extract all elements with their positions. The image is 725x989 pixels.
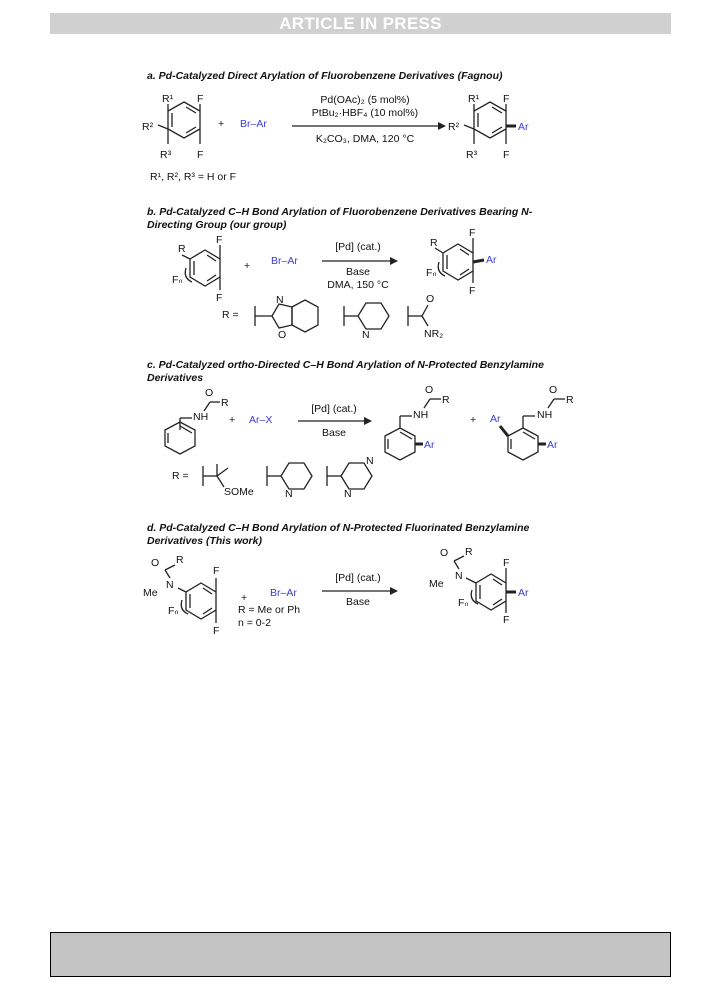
fn-label: Fₙ	[458, 597, 469, 609]
section-b-reactant	[172, 234, 222, 304]
carbonyl-o: O	[549, 384, 558, 396]
section-d-product	[429, 546, 529, 626]
amide-o: O	[426, 293, 435, 305]
f-label: F	[503, 93, 510, 105]
section-c-title-continued: Derivatives	[147, 372, 204, 384]
section-a	[142, 70, 529, 183]
aryl-label: Ar	[490, 413, 501, 425]
benzoxazole-n: N	[276, 294, 284, 306]
r-definition-label: R =	[172, 470, 189, 482]
footer-box	[50, 932, 671, 977]
pyridine-n: N	[362, 329, 370, 341]
reagent-label: Pd(OAc)₂ (5 mol%)	[320, 94, 410, 106]
section-c-mono-product	[385, 384, 450, 460]
nh-label: NH	[537, 409, 553, 421]
substituent-footnote: R¹, R², R³ = H or F	[150, 171, 237, 183]
r2-label: R²	[142, 121, 154, 133]
section-d-title-continued: Derivatives (This work)	[147, 535, 262, 547]
pyrazinyl-group	[327, 455, 374, 500]
section-a-title: a. Pd-Catalyzed Direct Arylation of Fluorobenzene Derivatives (Fagnou)	[147, 70, 503, 82]
n-definition-label: n = 0-2	[238, 617, 271, 629]
pyridyl-group	[267, 463, 312, 500]
n-label: N	[455, 570, 463, 582]
plus-sign: +	[218, 118, 225, 130]
base-label: Base	[346, 266, 370, 278]
arrowhead	[364, 417, 372, 425]
r2-label: R²	[448, 121, 460, 133]
n-label: N	[166, 579, 174, 591]
ligand-label: PtBu₂·HBF₄ (10 mol%)	[311, 107, 419, 119]
section-d	[143, 522, 529, 637]
catalyst-label: [Pd] (cat.)	[335, 572, 381, 584]
f-label: F	[469, 227, 476, 239]
section-b-title-continued: Directing Group (our group)	[147, 219, 287, 231]
f-label: F	[469, 285, 476, 297]
benzoxazole-group	[255, 294, 318, 341]
f-label: F	[503, 557, 510, 569]
f-label: F	[197, 93, 204, 105]
f-label: F	[503, 149, 510, 161]
nh-label: NH	[193, 411, 209, 423]
section-a-product	[448, 93, 529, 161]
aryl-bromide-label: Br–Ar	[270, 587, 297, 599]
r-label: R	[221, 397, 229, 409]
r-label: R	[442, 394, 450, 406]
aryl-label: Ar	[518, 587, 529, 599]
benzoxazole-o: O	[278, 329, 287, 341]
conditions-label: DMA, 150 °C	[327, 279, 389, 291]
article-in-press-banner: ARTICLE IN PRESS	[50, 13, 671, 34]
f-label: F	[503, 614, 510, 626]
arrowhead	[390, 587, 398, 595]
base-label: Base	[322, 427, 346, 439]
aryl-label: Ar	[547, 439, 558, 451]
r-definition-label: R =	[222, 309, 239, 321]
catalyst-label: [Pd] (cat.)	[311, 403, 357, 415]
tert-butyl-sulfinyl-group	[203, 464, 254, 498]
conditions-label: K₂CO₃, DMA, 120 °C	[315, 133, 415, 145]
r3-label: R³	[160, 149, 172, 161]
section-c-di-product	[490, 384, 574, 460]
nr2-label: NR₂	[424, 328, 444, 340]
some-label: SOMe	[224, 486, 254, 498]
r-label: R	[465, 546, 473, 558]
pyridine-n: N	[285, 488, 293, 500]
arrowhead	[390, 257, 398, 265]
pyridyl-group	[344, 303, 389, 341]
r-label: R	[566, 394, 574, 406]
plus-sign: +	[241, 592, 248, 604]
methyl-label: Me	[429, 578, 444, 590]
carbonyl-o: O	[205, 387, 214, 399]
aryl-bromide-label: Br–Ar	[271, 255, 298, 267]
plus-sign: +	[244, 260, 251, 272]
aryl-label: Ar	[424, 439, 435, 451]
r-label: R	[430, 237, 438, 249]
section-c	[147, 359, 574, 500]
carbonyl-o: O	[151, 557, 160, 569]
aryl-halide-label: Ar–X	[249, 414, 273, 426]
aryl-bromide-label: Br–Ar	[240, 118, 267, 130]
aryl-label: Ar	[518, 121, 529, 133]
carbonyl-o: O	[440, 547, 449, 559]
catalyst-label: [Pd] (cat.)	[335, 241, 381, 253]
pyrazine-n: N	[366, 455, 374, 467]
f-label: F	[213, 625, 220, 637]
section-b-product	[426, 227, 497, 297]
base-label: Base	[346, 596, 370, 608]
fn-label: Fₙ	[168, 605, 179, 617]
r-label: R	[176, 554, 184, 566]
section-b-title: b. Pd-Catalyzed C–H Bond Arylation of Fluorobenzene Derivatives Bearing N-	[147, 206, 533, 218]
f-label: F	[216, 234, 223, 246]
r1-label: R¹	[162, 93, 174, 105]
plus-sign: +	[470, 414, 477, 426]
r3-label: R³	[466, 149, 478, 161]
r-definition-label: R = Me or Ph	[238, 604, 301, 616]
f-label: F	[216, 292, 223, 304]
section-d-title: d. Pd-Catalyzed C–H Bond Arylation of N-Protected Fluorinated Benzylamine	[147, 522, 530, 534]
f-label: F	[197, 149, 204, 161]
aryl-label: Ar	[486, 254, 497, 266]
section-c-reactant	[165, 387, 229, 454]
carbonyl-o: O	[425, 384, 434, 396]
r-label: R	[178, 243, 186, 255]
section-b	[147, 206, 533, 341]
nh-label: NH	[413, 409, 429, 421]
methyl-label: Me	[143, 587, 158, 599]
r1-label: R¹	[468, 93, 480, 105]
fn-label: Fₙ	[426, 267, 437, 279]
amide-group	[408, 293, 443, 340]
section-c-title: c. Pd-Catalyzed ortho-Directed C–H Bond Arylation of N-Protected Benzylamine	[147, 359, 544, 371]
pyrazine-n: N	[344, 488, 352, 500]
arrowhead	[438, 122, 446, 130]
section-d-reactant	[143, 554, 219, 637]
plus-sign: +	[229, 414, 236, 426]
fn-label: Fₙ	[172, 274, 183, 286]
section-a-reactant	[142, 93, 203, 161]
f-label: F	[213, 565, 220, 577]
